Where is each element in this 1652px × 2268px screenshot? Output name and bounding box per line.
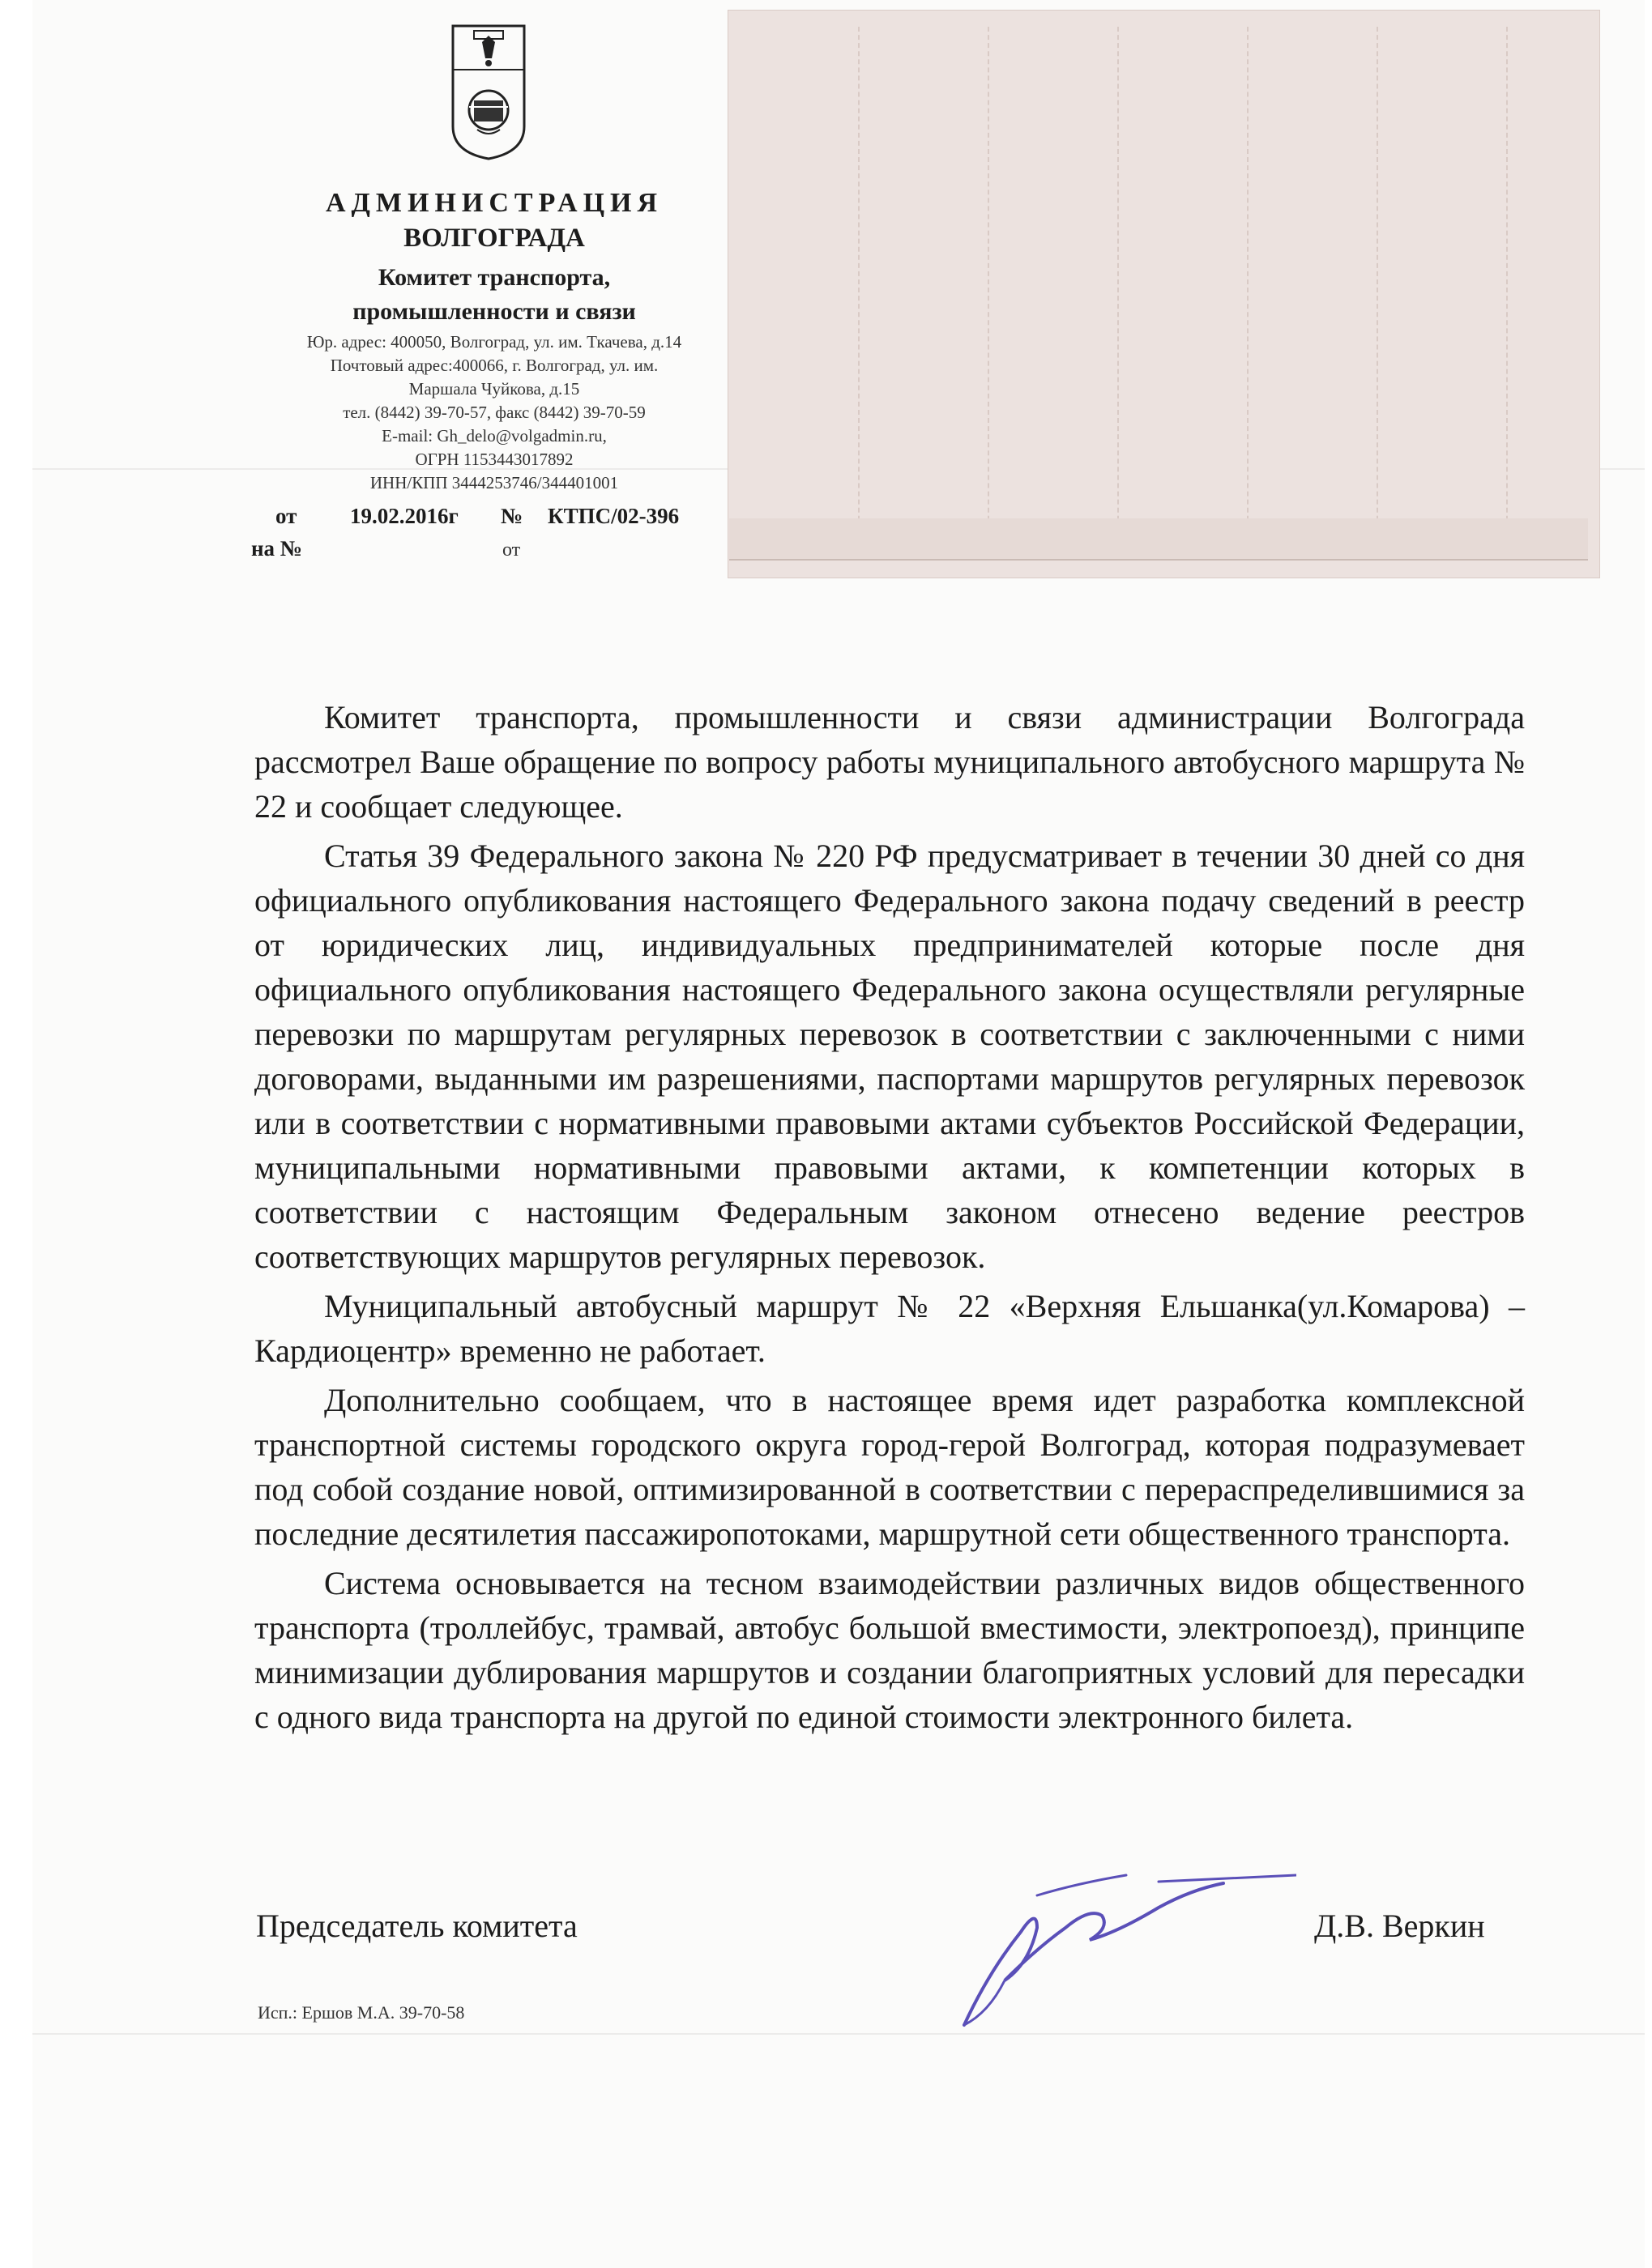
number-label: №	[501, 504, 523, 528]
paragraph: Статья 39 Федерального закона № 220 РФ предусматривает в течении 30 дней со дня официального опубликования настоящего Федерального закона подачу сведений в реестр от юридических лиц, индивидуальных предпринимателей которые после дня официального опубликования настоящего Федерального закона осуществляли регулярные перевозки по маршрутам регулярных перевозок в соответствии с заключенными с ними договорами, выданными им разрешениями, паспортами маршрутов регулярных перевозок или в соответствии с нормативными правовыми актами субъектов Российской Федерации, муниципальными нормативными правовыми актами, к компетенции которых в соответствии с настоящим Федеральным законом отнесено ведение реестров соответствующих маршрутов регулярных перевозок.	[254, 838, 1525, 1275]
reference-date-label: от	[502, 539, 521, 561]
date-label: от	[275, 504, 297, 528]
org-city: ВОЛГОГРАДА	[403, 224, 585, 253]
paragraph: Комитет транспорта, промышленности и связи администрации Волгограда рассмотрел Ваше обращение по вопросу работы муниципального автобусного маршрута № 22 и сообщает следующее.	[254, 699, 1525, 825]
paper-crease	[32, 2033, 1645, 2035]
letter-number: КТПС/02-396	[548, 504, 680, 528]
volgograd-coat-of-arms-icon	[450, 23, 527, 160]
ogrn: ОГРН 1153443017892	[415, 450, 574, 469]
attached-paper-slip-edge	[729, 518, 1588, 561]
committee-name: промышленности и связи	[352, 298, 636, 325]
phone-fax: тел. (8442) 39-70-57, факс (8442) 39-70-59	[343, 403, 646, 422]
signer-name: Д.В. Веркин	[1314, 1908, 1485, 1944]
signer-position: Председатель комитета	[256, 1908, 578, 1944]
postal-address: Маршала Чуйкова, д.15	[408, 379, 580, 399]
letter-body	[254, 695, 1525, 1744]
committee-name: Комитет транспорта,	[378, 264, 611, 291]
letter-date: 19.02.2016г	[350, 504, 459, 528]
executor-note: Исп.: Ершов М.А. 39-70-58	[258, 2002, 465, 2023]
paragraph: Муниципальный автобусный маршрут № 22 «Верхняя Ельшанка(ул.Комарова) – Кардиоцентр» временно не работает.	[254, 1288, 1525, 1369]
paragraph: Система основывается на тесном взаимодействии различных видов общественного транспорта (троллейбус, трамвай, автобус большой вместимости, электропоезд), принципе минимизации дублирования маршрутов и создании благоприятных условий для пересадки с одного вида транспорта на другой по единой стоимости электронного билета.	[254, 1565, 1525, 1735]
paragraph: Дополнительно сообщаем, что в настоящее время идет разработка комплексной транспортной системы городского округа город-герой Волгоград, которая подразумевает под собой создание новой, оптимизированной в соответствии с перераспределившимися за последние десятилетия пассажиропотоками, маршрутной сети общественного транспорта.	[254, 1382, 1525, 1552]
legal-address: Юр. адрес: 400050, Волгоград, ул. им. Ткачева, д.14	[306, 332, 682, 352]
reference-number-label: на №	[251, 536, 302, 561]
handwritten-signature	[916, 1851, 1296, 2037]
org-name: АДМИНИСТРАЦИЯ	[325, 188, 664, 218]
inn-kpp: ИНН/КПП 3444253746/344401001	[369, 473, 619, 492]
postal-address: Почтовый адрес:400066, г. Волгоград, ул. им.	[330, 356, 659, 375]
attached-paper-slip	[728, 10, 1600, 578]
email: E-mail: Gh_delo@volgadmin.ru,	[382, 426, 607, 446]
